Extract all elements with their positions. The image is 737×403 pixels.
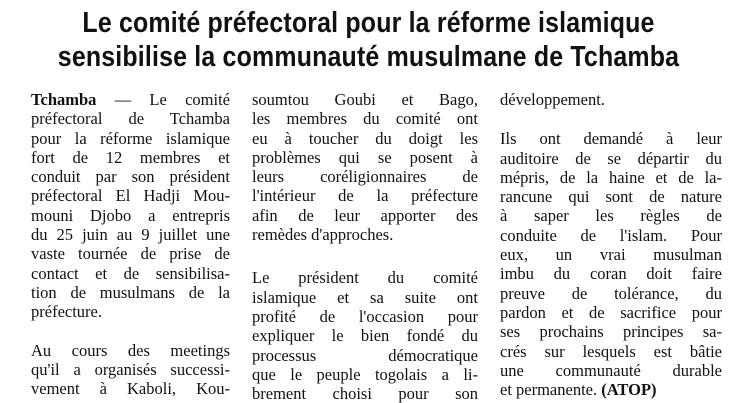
text-line: les membres du comité ont <box>252 109 478 129</box>
column-1-paragraph-2 <box>31 341 230 399</box>
text-line: processus démocratique <box>252 345 478 365</box>
text-line: profité de l'occasion pour <box>252 306 478 326</box>
text-line: tion de musulmans de la <box>31 282 230 302</box>
dateline: Tchamba <box>31 90 97 109</box>
column-1-paragraph-1 <box>31 90 230 322</box>
text-line: eu à toucher du doigt les <box>252 128 478 148</box>
text-line: crés sur lesquels est bâtie <box>500 341 722 361</box>
column-2-paragraph-2 <box>252 268 478 403</box>
text-line: pardon et de sacrifice pour <box>500 302 722 322</box>
column-2 <box>252 90 478 403</box>
text-line: mépris, de la haine et de la- <box>500 167 722 187</box>
text-line: conduit par son président <box>31 167 230 187</box>
text-line <box>500 380 722 399</box>
text-line: islamique et sa suite ont <box>252 287 478 307</box>
text-line: conduite de l'islam. Pour <box>500 225 722 245</box>
column-2-paragraph-1 <box>252 90 478 244</box>
text-fragment: — Le comité <box>96 90 230 109</box>
text-line: une communauté durable <box>500 360 722 380</box>
text-line: leurs coréligionnaires de <box>252 167 478 187</box>
text-line: préfectoral El Hadji Mou- <box>31 186 230 206</box>
text-line: pour la réforme islamique <box>31 128 230 148</box>
headline <box>52 6 686 74</box>
text-line: préfectoral de Tchamba <box>31 109 230 129</box>
column-3-paragraph-1 <box>500 90 722 109</box>
text-line: contact et de sensibilisa- <box>31 263 230 283</box>
text-line: du 25 juin au 9 juillet une <box>31 225 230 245</box>
text-line: imbu du coran doit faire <box>500 264 722 284</box>
text-line: expliquer le bien fondé du <box>252 326 478 346</box>
text-line: rancune qui sont de nature <box>500 187 722 207</box>
column-1 <box>31 90 230 398</box>
text-line: brement choisi pour son <box>252 384 478 403</box>
text-line: auditoire de se départir du <box>500 148 722 168</box>
text-line: preuve de tolérance, du <box>500 283 722 303</box>
text-line: Au cours des meetings <box>31 340 230 360</box>
text-line: Ils ont demandé à leur <box>500 129 722 149</box>
text-line: problèmes qui se posent à <box>252 147 478 167</box>
headline-line-1: Le comité préfectoral pour la réforme islamique <box>82 7 655 39</box>
text-line: Le président du comité <box>252 268 478 288</box>
text-line: fort de 12 membres et <box>31 147 230 167</box>
text-line: eux, un vrai musulman <box>500 245 722 265</box>
text-line: développement. <box>500 90 605 109</box>
column-3 <box>500 90 722 399</box>
text-line: vement à Kaboli, Kou- <box>31 379 230 399</box>
headline-line-2: sensibilise la communauté musulmane de Tchamba <box>57 41 680 73</box>
text-line: préfecture. <box>31 302 102 322</box>
text-line: qu'il a organisés successi- <box>31 359 230 379</box>
text-fragment: et permanente. <box>500 380 602 400</box>
text-line: à saper les règles de <box>500 206 722 226</box>
text-line: soumtou Goubi et Bago, <box>252 90 478 109</box>
column-3-paragraph-2 <box>500 129 722 399</box>
text-line: mouni Djobo a entrepris <box>31 205 230 225</box>
text-line: ses prochains principes sa- <box>500 322 722 342</box>
text-line: l'intérieur de la préfecture <box>252 186 478 206</box>
text-line: afin de leur apporter des <box>252 205 478 225</box>
agency-credit: (ATOP) <box>601 380 657 400</box>
text-line: que le peuple togolais a li- <box>252 364 478 384</box>
text-line: remèdes d'approches. <box>252 225 394 245</box>
text-line: vaste tournée de prise de <box>31 244 230 264</box>
text-line <box>31 90 230 109</box>
